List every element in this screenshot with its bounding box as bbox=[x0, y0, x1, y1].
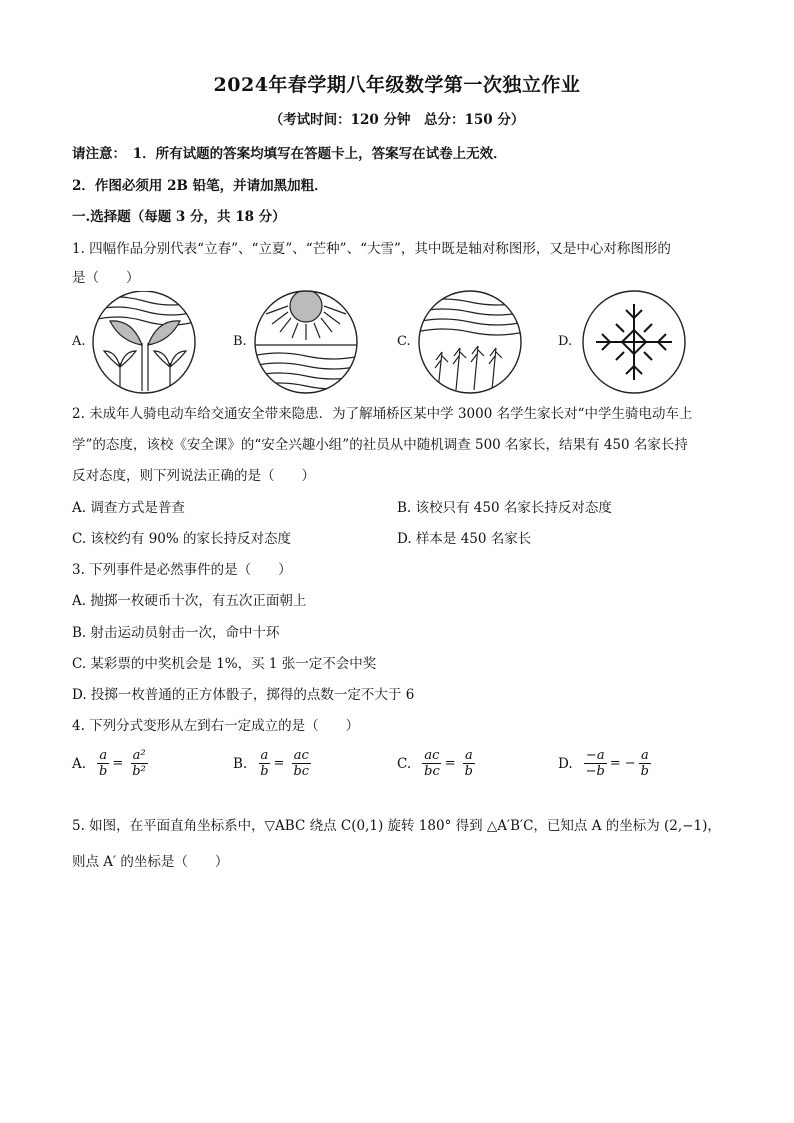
q2-stem-line-1: 2. 未成年人骑电动车给交通安全带来隐患．为了解埇桥区某中学 3000 名学生家长对“中学生骑电动车上 bbox=[72, 406, 693, 422]
q5-stem-line-2: 则点 A′ 的坐标是（ ） bbox=[72, 854, 229, 870]
q3-option-a: A. 抛掷一枚硬币十次，有五次正面朝上 bbox=[72, 593, 307, 609]
fraction-left: $\frac{ac}{bc}$ bbox=[424, 748, 440, 779]
page-title: 2024年春学期八年级数学第一次独立作业 bbox=[213, 74, 581, 96]
equals-sign: = bbox=[112, 756, 124, 771]
section-heading: 一.选择题（每题 3 分，共 18 分） bbox=[72, 209, 286, 225]
fraction-right: $\frac{a}{b}$ bbox=[464, 748, 473, 779]
q2-option-b: B. 该校只有 450 名家长持反对态度 bbox=[397, 500, 612, 516]
q3-option-c: C. 某彩票的中奖机会是 1%，买 1 张一定不会中奖 bbox=[72, 656, 377, 672]
sun-figure-icon bbox=[252, 290, 360, 394]
option-letter: C. bbox=[397, 755, 412, 772]
fraction-right: $\frac{\text{a²}}{\text{b²}}$ bbox=[132, 748, 146, 779]
q4-option-b bbox=[233, 748, 312, 779]
fraction-left: $\frac{a}{b}$ bbox=[99, 748, 108, 779]
notice-line-1: 请注意： 1．所有试题的答案均填写在答题卡上，答案写在试卷上无效． bbox=[72, 146, 507, 162]
q2-option-a: A. 调查方式是普查 bbox=[72, 500, 185, 516]
q2-option-d: D. 样本是 450 名家长 bbox=[397, 531, 532, 547]
exam-info: （考试时间：120 分钟 总分：150 分） bbox=[269, 112, 525, 128]
q4-option-a bbox=[72, 748, 149, 779]
equals-sign: = bbox=[273, 756, 285, 771]
q4-option-d bbox=[558, 748, 652, 779]
sprout-figure-icon bbox=[90, 291, 198, 395]
q1-label-c: C. bbox=[397, 334, 411, 349]
option-letter: B. bbox=[233, 755, 248, 772]
q3-option-d: D. 投掷一枚普通的正方体骰子，掷得的点数一定不大于 6 bbox=[72, 687, 415, 703]
q2-option-c: C. 该校约有 90% 的家长持反对态度 bbox=[72, 531, 292, 547]
equals-sign: = bbox=[609, 756, 621, 771]
q4-option-c bbox=[397, 748, 476, 779]
q1-label-b: B. bbox=[233, 334, 247, 349]
fraction-right: $\frac{a}{b}$ bbox=[640, 748, 649, 779]
q1-label-a: A. bbox=[72, 334, 86, 349]
q5-stem-line-1: 5. 如图，在平面直角坐标系中，▽ABC 绕点 C(0,1) 旋转 180° 得到 △A′B′C，已知点 A 的坐标为 (2,−1)， bbox=[72, 818, 721, 834]
snowflake-figure-icon bbox=[580, 290, 688, 394]
minus-sign: − bbox=[624, 756, 636, 771]
q1-stem-line-1: 1. 四幅作品分别代表“立春”、“立夏”、“芒种”、“大雪”，其中既是轴对称图形，又是中心对称图形的 bbox=[72, 241, 671, 257]
q3-option-b: B. 射击运动员射击一次，命中十环 bbox=[72, 625, 280, 641]
q1-stem-line-2: 是（ ） bbox=[72, 270, 140, 286]
option-letter: D. bbox=[558, 755, 573, 772]
q2-stem-line-2: 学”的态度，该校《安全课》的“安全兴趣小组”的社员从中随机调查 500 名家长，结果有 450 名家长持 bbox=[72, 437, 688, 453]
fraction-right: $\frac{ac}{bc}$ bbox=[293, 748, 310, 779]
fraction-left: $\frac{a}{b}$ bbox=[260, 748, 269, 779]
q3-stem: 3. 下列事件是必然事件的是（ ） bbox=[72, 562, 292, 578]
fraction-left: $\frac{-a}{-b}$ bbox=[585, 748, 605, 779]
notice-line-2: 2．作图必须用 2B 铅笔，并请加黑加粗． bbox=[72, 178, 328, 194]
grain-figure-icon bbox=[416, 290, 524, 394]
q2-stem-line-3: 反对态度，则下列说法正确的是（ ） bbox=[72, 468, 315, 484]
q4-stem: 4. 下列分式变形从左到右一定成立的是（ ） bbox=[72, 718, 360, 734]
q1-label-d: D. bbox=[558, 334, 573, 349]
equals-sign: = bbox=[444, 756, 456, 771]
option-letter: A. bbox=[72, 755, 87, 772]
